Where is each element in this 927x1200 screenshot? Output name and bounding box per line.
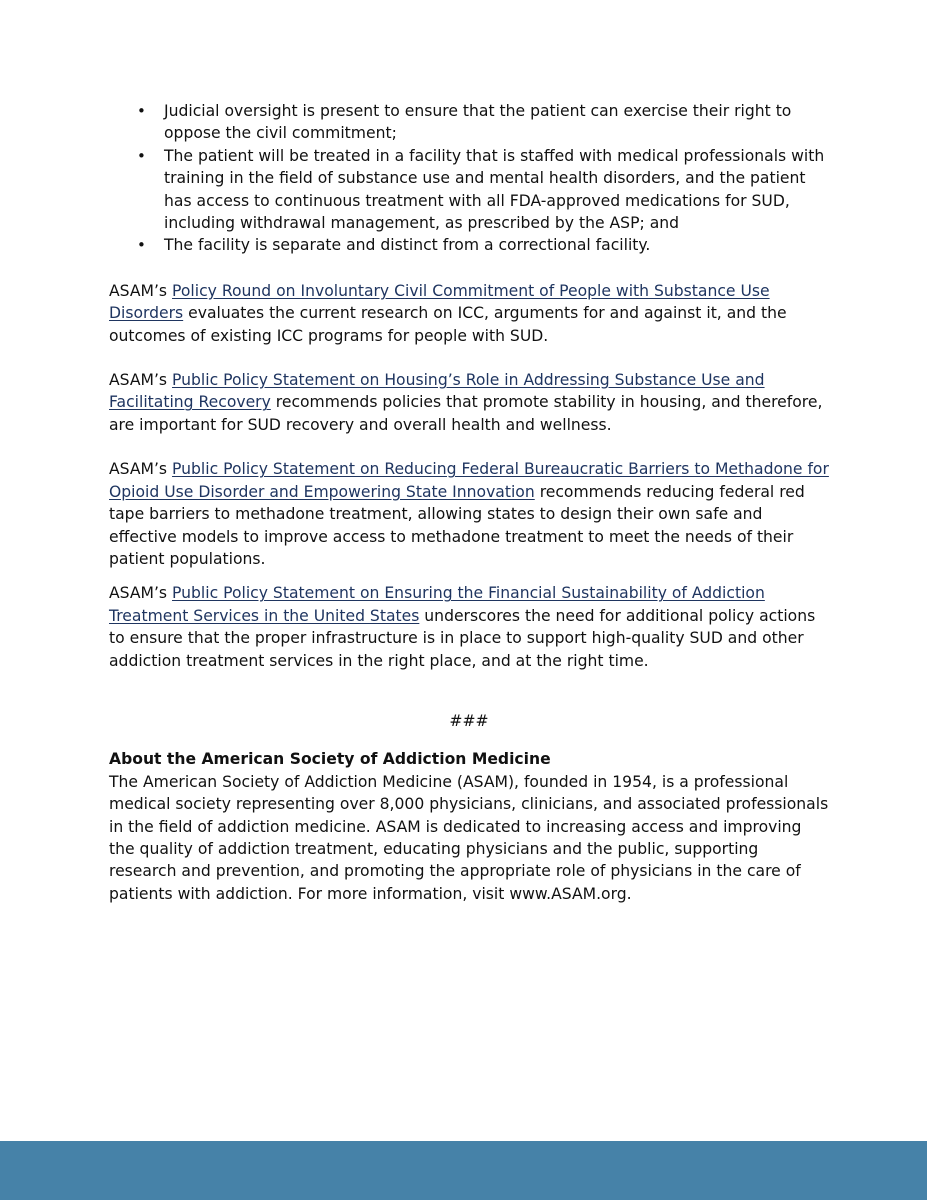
paragraph-suffix: evaluates the current research on ICC, arguments for and against it, and the outcomes of existing ICC programs for people with SUD. bbox=[109, 304, 787, 345]
bullet-text: The patient will be treated in a facility that is staffed with medical professionals with training in the field of substance use and mental health disorders, and the patient has access to continuous treatment with all FDA-approved medications for SUD, including withdrawal management, as prescribed by the ASP; and bbox=[164, 146, 825, 233]
paragraph-prefix: ASAM’s bbox=[109, 281, 173, 300]
bullet-dot-icon: • bbox=[137, 146, 146, 165]
paragraph-suffix: recommends reducing federal red tape barriers to methadone treatment, allowing states to design their own safe and effective models to improve access to methadone treatment to meet the needs of their patient populations. bbox=[109, 482, 805, 568]
bullet-item bbox=[109, 100, 829, 145]
about-body: The American Society of Addiction Medicine (ASAM), founded in 1954, is a professional medical society representing over 8,000 physicians, clinicians, and associated professionals in the field of addiction medicine. ASAM is dedicated to increasing access and improving the quality of addiction treatment, educating physicians and the public, supporting research and prevention, and promoting the appropriate role of physicians in the care of patients with addiction. For more information, visit www.ASAM.org. bbox=[109, 772, 829, 903]
bullet-item bbox=[109, 234, 829, 256]
criteria-bullet-list bbox=[109, 100, 829, 257]
bullet-dot-icon: • bbox=[137, 102, 146, 120]
end-separator: ### bbox=[449, 711, 489, 730]
policy-paragraph-methadone bbox=[109, 458, 829, 570]
policy-link-methadone[interactable]: Public Policy Statement on Reducing Federal Bureaucratic Barriers to Methadone for Opioid Use Disorder and Empowering State Innovation bbox=[109, 460, 829, 501]
paragraph-prefix: ASAM’s bbox=[109, 460, 173, 479]
policy-paragraph-icc bbox=[109, 280, 829, 347]
paragraph-prefix: ASAM’s bbox=[109, 371, 173, 390]
bullet-text: The facility is separate and distinct from a correctional facility. bbox=[164, 236, 651, 255]
document-body bbox=[109, 100, 829, 905]
bullet-dot-icon: • bbox=[137, 236, 146, 255]
policy-link-financial[interactable]: Public Policy Statement on Ensuring the Financial Sustainability of Addiction Treatment Services in the United States bbox=[109, 584, 765, 625]
policy-paragraph-housing bbox=[109, 369, 829, 436]
about-heading: About the American Society of Addiction Medicine bbox=[109, 750, 551, 769]
policy-paragraph-financial bbox=[109, 582, 829, 672]
paragraph-suffix: underscores the need for additional policy actions to ensure that the proper infrastructure is in place to support high-quality SUD and other addiction treatment services in the right place, and at the right time. bbox=[109, 606, 816, 670]
paragraph-prefix: ASAM’s bbox=[109, 584, 173, 603]
bullet-item bbox=[109, 145, 829, 235]
bullet-text: Judicial oversight is present to ensure that the patient can exercise their right to oppose the civil commitment; bbox=[164, 102, 792, 143]
footer-bar bbox=[0, 1141, 927, 1200]
policy-link-icc[interactable]: Policy Round on Involuntary Civil Commitment of People with Substance Use Disorders bbox=[109, 281, 770, 323]
paragraph-suffix: recommends policies that promote stability in housing, and therefore, are important for SUD recovery and overall health and wellness. bbox=[109, 393, 823, 434]
policy-link-housing[interactable]: Public Policy Statement on Housing’s Role in Addressing Substance Use and Facilitating Recovery bbox=[109, 371, 765, 412]
